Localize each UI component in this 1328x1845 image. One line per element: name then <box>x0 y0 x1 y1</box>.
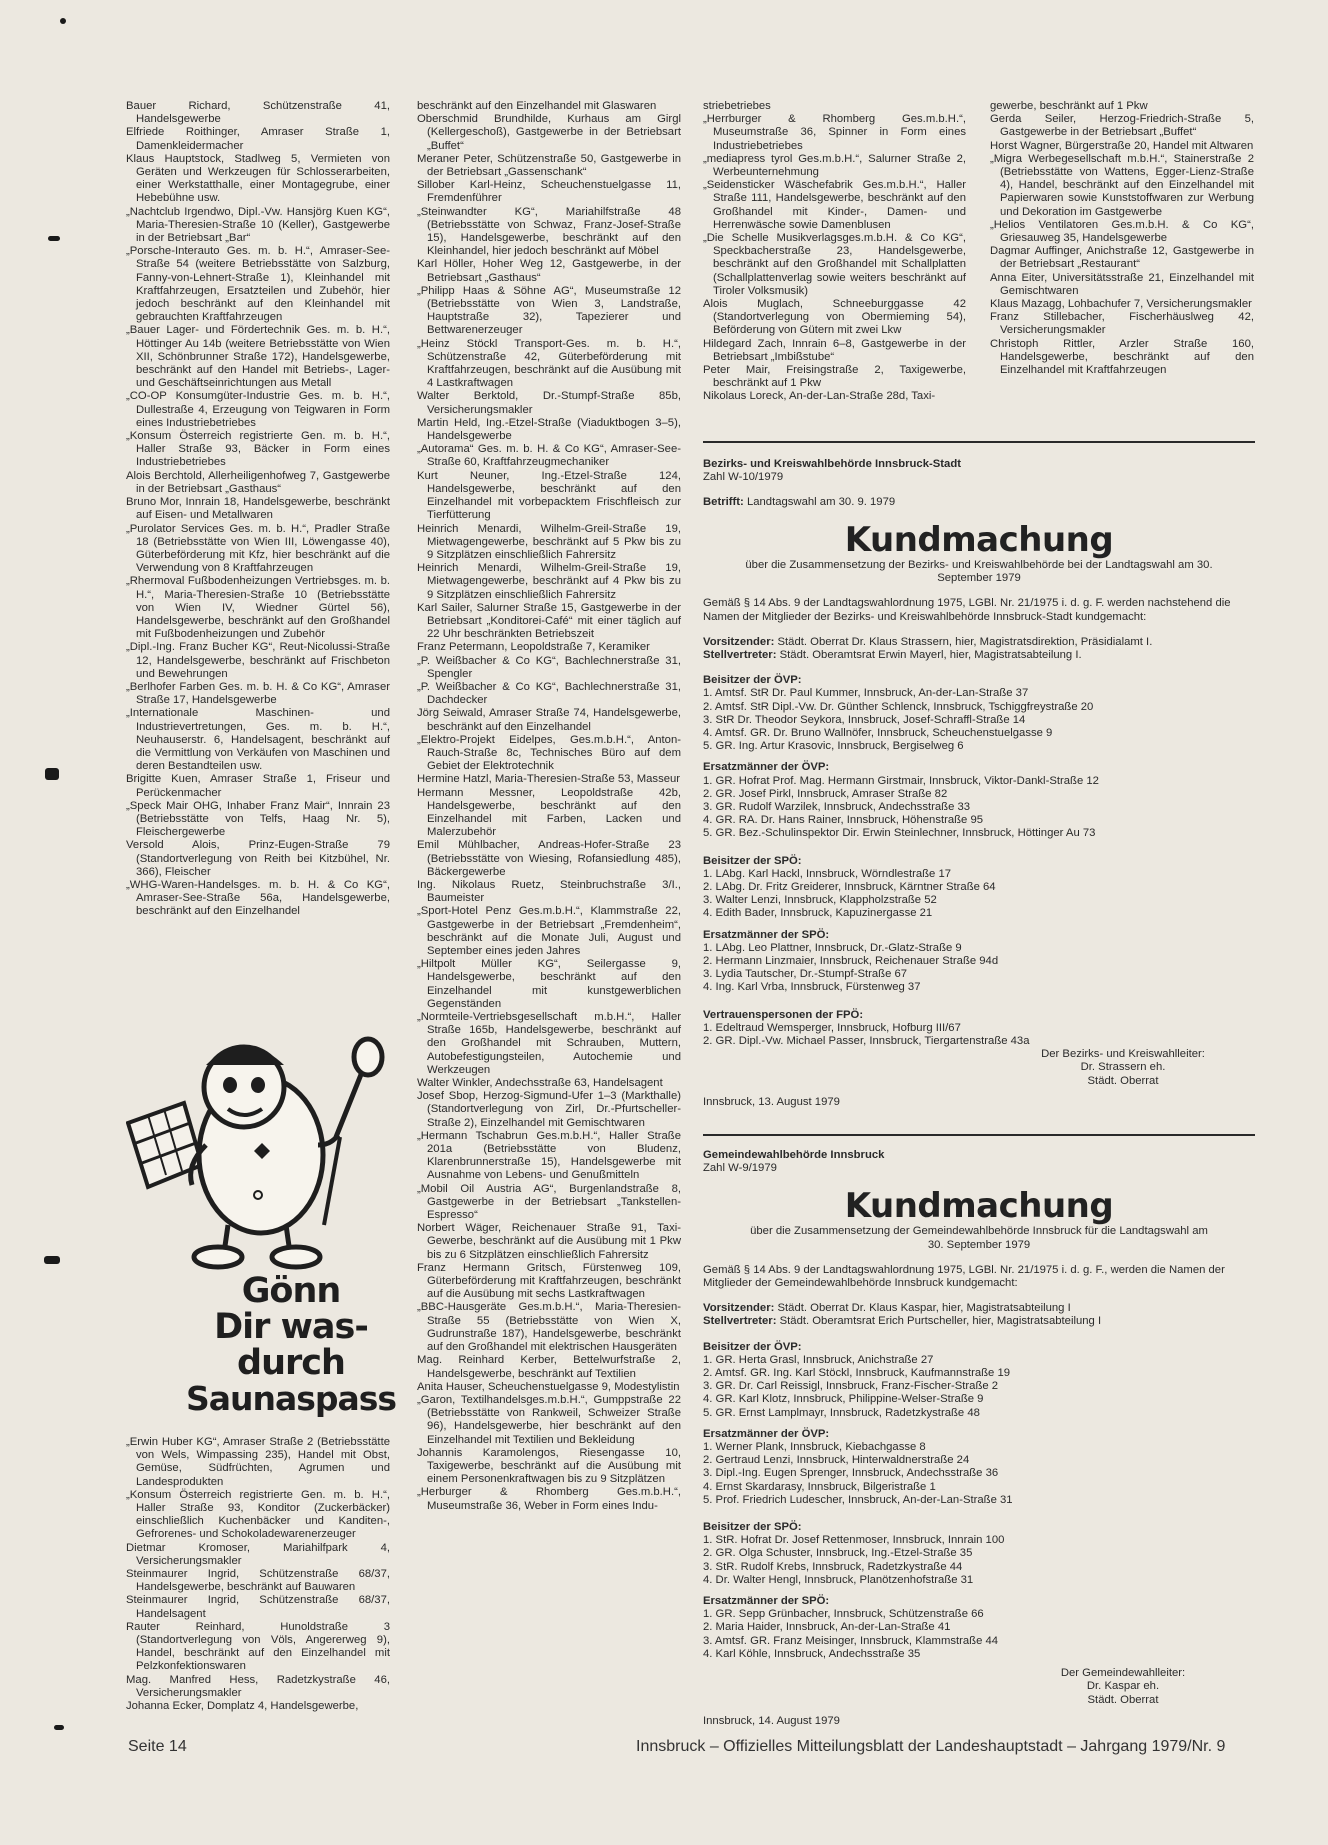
notice-subtitle: über die Zusammensetzung der Bezirks- und Kreiswahlbehörde bei der Landtagswahl am 30. September 1979 <box>745 558 1213 585</box>
member-item: 4. GR. Karl Klotz, Innsbruck, Philippine-Welser-Straße 9 <box>703 1393 984 1406</box>
register-entry: Franz Hermann Gritsch, Fürstenweg 109, Güterbeförderung mit Kraftfahrzeugen, beschränkt auf die Ausübung mit sechs Lastkraftwagen <box>417 1261 681 1301</box>
member-item: 2. Maria Haider, Innsbruck, An-der-Lan-Straße 41 <box>703 1621 951 1634</box>
slogan-line: Gönn <box>241 1271 341 1311</box>
notice-heading: Kundmachung <box>844 1186 1114 1227</box>
notice-heading: Kundmachung <box>844 519 1114 560</box>
member-item: 4. Karl Köhle, Innsbruck, Andechsstraße 35 <box>703 1647 921 1660</box>
member-item: 1. Werner Plank, Innsbruck, Kiebachgasse 8 <box>703 1441 926 1454</box>
group-heading: Ersatzmänner der SPÖ: <box>703 928 830 941</box>
register-entry: Alois Muglach, Schneeburggasse 42 (Standortverlegung von Obermieming 54), Beförderung von Gütern mit zwei Lkw <box>703 298 966 337</box>
member-item: 1. LAbg. Karl Hackl, Innsbruck, Wörndlestraße 17 <box>703 867 952 880</box>
register-entry: „BBC-Hausgeräte Ges.m.b.H.“, Maria-Theresien-Straße 55 (Betriebsstätte von Wien X, Gudrunstraße 187), Handelsgewerbe, beschränkt auf den Großhandel mit elektrischen Hausgeräten <box>417 1301 681 1354</box>
member-item: 1. StR. Hofrat Dr. Josef Rettenmoser, Innsbruck, Innrain 100 <box>703 1534 1005 1547</box>
register-entry: Johanna Ecker, Domplatz 4, Handelsgewerbe, <box>126 1700 359 1713</box>
subject-label: Betrifft: <box>703 496 744 509</box>
chair-label: Vorsitzender: <box>703 1302 775 1315</box>
deputy-label: Stellvertreter: <box>703 1315 777 1328</box>
chair-block <box>703 1302 1255 1328</box>
register-entry: Steinmaurer Ingrid, Schützenstraße 68/37, Handelsgewerbe, beschränkt auf Bauwaren <box>126 1568 390 1594</box>
register-entry: beschränkt auf den Einzelhandel mit Glaswaren <box>417 100 657 112</box>
register-entry: Johannis Karamolengos, Riesengasse 10, Taxigewerbe, beschränkt auf die Ausübung mit einem Personenkraftwagen bis zu 9 Sitzplätzen <box>417 1446 681 1486</box>
slogan-line: Dir was- <box>214 1307 368 1347</box>
signature-line: Der Gemeindewahlleiter: <box>1060 1667 1186 1680</box>
register-entry: Karl Sailer, Salurner Straße 15, Gastgewerbe in der Betriebsart „Konditorei-Café“ mit einer täglich auf 22 Uhr beschränkten Betriebszeit <box>417 601 681 641</box>
register-entry: „Speck Mair OHG, Inhaber Franz Mair“, Innrain 23 (Betriebsstätte von Telfs, Haag Nr. 5), Fleischergewerbe <box>126 799 390 839</box>
scan-mark <box>45 768 59 780</box>
register-entry: Meraner Peter, Schützenstraße 50, Gastgewerbe in der Betriebsart „Gassenschank“ <box>417 152 681 179</box>
group-heading: Beisitzer der ÖVP: <box>703 1340 802 1353</box>
register-entry: Franz Petermann, Leopoldstraße 7, Keramiker <box>417 641 650 654</box>
register-entry: Horst Wagner, Bürgerstraße 20, Handel mit Altwaren <box>990 139 1254 152</box>
register-entry: „Konsum Österreich registrierte Gen. m. b. H.“, Haller Straße 93, Bäcker in Form eines Industriebetriebes <box>126 430 390 469</box>
column-3 <box>703 100 966 404</box>
page-number: Seite 14 <box>128 1738 187 1755</box>
member-item: 1. Amtsf. StR Dr. Paul Kummer, Innsbruck, An-der-Lan-Straße 37 <box>703 687 1029 700</box>
column-1-lower <box>126 1436 390 1713</box>
register-entry: „WHG-Waren-Handelsges. m. b. H. & Co KG“, Amraser-See-Straße 56a, Handelsgewerbe, beschränkt auf den Einzelhandel <box>126 878 390 918</box>
member-lists <box>703 1341 1255 1661</box>
register-entry: Christoph Rittler, Arzler Straße 160, Handelsgewerbe, beschränkt auf den Einzelhandel mit Kraftfahrzeugen <box>990 337 1254 377</box>
member-item: 2. Gertraud Lenzi, Innsbruck, Hinterwaldnerstraße 24 <box>703 1454 970 1467</box>
publication-footer: Innsbruck – Offizielles Mitteilungsblatt der Landeshauptstadt – Jahrgang 1979/Nr. 9 <box>636 1738 1226 1755</box>
member-item: 5. GR. Bez.-Schulinspektor Dir. Erwin Steinlechner, Innsbruck, Höttinger Au 73 <box>703 827 1096 840</box>
register-entry: „Elektro-Projekt Eidelpes, Ges.m.b.H.“, Anton-Rauch-Straße 8c, Technisches Büro auf dem Gebiet der Elektrotechnik <box>417 733 681 773</box>
chair-block <box>703 636 1255 662</box>
register-entry: „Heinz Stöckl Transport-Ges. m. b. H.“, Schützenstraße 42, Güterbeförderung mit Kraftfahrzeugen, beschränkt auf die Ausübung mit 4 Lastkraftwagen <box>417 337 681 390</box>
register-entry: Gerda Seiler, Herzog-Friedrich-Straße 5, Gastgewerbe in der Betriebsart „Buffet“ <box>990 113 1254 139</box>
register-entry: „mediapress tyrol Ges.m.b.H.“, Salurner Straße 2, Werbeunternehmung <box>703 152 966 179</box>
register-entry: Anita Hauser, Scheuchenstuelgasse 9, Modestylistin <box>417 1380 680 1393</box>
ladle-icon <box>324 1039 382 1225</box>
register-entry: Dietmar Kromoser, Mariahilfpark 4, Versicherungsmakler <box>126 1541 390 1567</box>
register-entry: Mag. Manfred Hess, Radetzkystraße 46, Versicherungsmakler <box>126 1673 390 1699</box>
member-item: 1. GR. Hofrat Prof. Mag. Hermann Girstmair, Innsbruck, Viktor-Dankl-Straße 12 <box>703 774 1099 787</box>
notice-signature <box>1003 1048 1243 1088</box>
member-item: 5. GR. Ing. Artur Krasovic, Innsbruck, Bergiselweg 6 <box>703 740 964 753</box>
member-item: 1. LAbg. Leo Plattner, Innsbruck, Dr.-Glatz-Straße 9 <box>703 941 962 954</box>
chair-label: Vorsitzender: <box>703 635 775 648</box>
group-heading: Ersatzmänner der ÖVP: <box>703 761 830 774</box>
chair-text: Städt. Oberrat Dr. Klaus Kaspar, hier, Magistratsabteilung I <box>777 1302 1071 1315</box>
member-item: 2. GR. Olga Schuster, Innsbruck, Ing.-Etzel-Straße 35 <box>703 1547 973 1560</box>
deputy-text: Städt. Oberamtsrat Erich Purtscheller, hier, Magistratsabteilung I <box>779 1315 1102 1328</box>
chair-text: Städt. Oberrat Dr. Klaus Strassern, hier, Magistratsdirektion, Präsidialamt I. <box>777 635 1153 648</box>
member-item: 2. GR. Dipl.-Vw. Michael Passer, Innsbruck, Tiergartenstraße 43a <box>703 1035 1030 1047</box>
register-entry: „Mobil Oil Austria AG“, Burgenlandstraße 8, Gastgewerbe in der Betriebsart „Tankstellen-Espresso“ <box>417 1182 681 1222</box>
register-entry: Ing. Nikolaus Ruetz, Steinbruchstraße 3/I., Baumeister <box>417 878 681 905</box>
group-heading: Ersatzmänner der ÖVP: <box>703 1427 830 1440</box>
member-item: 2. LAbg. Dr. Fritz Greiderer, Innsbruck, Kärntner Straße 64 <box>703 880 996 893</box>
register-entry: Bauer Richard, Schützenstraße 41, Handelsgewerbe <box>126 100 390 126</box>
register-entry: Klaus Mazagg, Lohbachufer 7, Versicherungsmakler <box>990 298 1252 311</box>
sauna-mascot-illustration <box>126 1025 396 1275</box>
register-entry: „Seidensticker Wäschefabrik Ges.m.b.H.“, Haller Straße 111, Handelsgewerbe, beschränkt auf den Großhandel mit Kinder-, Damen- und Herrenwäsche sowie Damenblusen <box>703 179 966 231</box>
sauna-advertisement <box>126 1025 397 1418</box>
member-item: 4. Edith Bader, Innsbruck, Kapuzinergasse 21 <box>703 907 933 920</box>
member-item: 3. GR. Dr. Carl Reissigl, Innsbruck, Franz-Fischer-Straße 2 <box>703 1380 999 1393</box>
notice-reference: Zahl W-10/1979 <box>703 471 784 484</box>
register-entry: Peter Mair, Freisingstraße 2, Taxigewerbe, beschränkt auf 1 Pkw <box>703 364 966 390</box>
register-entry: „Dipl.-Ing. Franz Bucher KG“, Reut-Nicolussi-Straße 12, Handelsgewerbe, beschränkt auf Frischbeton und Bewehrungen <box>126 641 390 680</box>
register-entry: Dagmar Auffinger, Anichstraße 12, Gastgewerbe in der Betriebsart „Restaurant“ <box>990 245 1254 271</box>
notice-authority: Bezirks- und Kreiswahlbehörde Innsbruck-Stadt <box>703 458 961 470</box>
notice-intro: Gemäß § 14 Abs. 9 der Landtagswahlordnung 1975, LGBl. Nr. 21/1975 i. d. g. F., werden die Namen der Mitglieder der Gemeindewahlbehörde Innsbruck kundgemacht: <box>703 1263 1225 1290</box>
subject-text: Landtagswahl am 30. 9. 1979 <box>746 496 896 509</box>
register-entry: Steinmaurer Ingrid, Schützenstraße 68/37, Handelsagent <box>126 1594 390 1620</box>
signature-line: Städt. Oberrat <box>1087 1693 1159 1706</box>
register-entry: „Philipp Haas & Söhne AG“, Museumstraße 12 (Betriebsstätte von Wien 3, Landstraße, Hauptstraße 32), Tapezierer und Bettwarenerzeuger <box>417 284 681 337</box>
register-entry: Mag. Reinhard Kerber, Bettelwurfstraße 2, Handelsgewerbe, beschränkt auf Textilien <box>417 1354 681 1380</box>
group-heading: Beisitzer der SPÖ: <box>703 854 802 867</box>
register-entry: Norbert Wäger, Reichenauer Straße 91, Taxi-Gewerbe, beschränkt auf die Ausübung mit 1 Pkw bis zu 6 Sitzplätzen einschließlich Fahrersitz <box>417 1222 681 1261</box>
signature-line: Dr. Strassern eh. <box>1080 1061 1166 1074</box>
register-entry: Rauter Reinhard, Hunoldstraße 3 (Standortverlegung von Völs, Angererweg 9), Handel, beschränkt auf den Einzelhandel mit Pelzkonfektionswaren <box>126 1620 390 1673</box>
register-entry: Hildegard Zach, Innrain 6–8, Gastgewerbe in der Betriebsart „Imbißstube“ <box>703 337 966 363</box>
scan-mark <box>48 236 60 241</box>
register-entry: Heinrich Menardi, Wilhelm-Greil-Straße 19, Mietwagengewerbe, beschränkt auf 4 Pkw bis zu 9 Sitzplätzen einschließlich Fahrersitz <box>417 562 681 601</box>
member-item: 5. Prof. Friedrich Ludescher, Innsbruck, An-der-Lan-Straße 31 <box>703 1493 1013 1506</box>
register-entry: Versold Alois, Prinz-Eugen-Straße 79 (Standortverlegung von Reith bei Kitzbühel, Nr. 366), Fleischer <box>126 839 390 878</box>
register-entry: „Normteile-Vertriebsgesellschaft m.b.H.“, Haller Straße 165b, Handelsgewerbe, beschränkt auf den Großhandel mit Schrauben, Muttern, Autobefestigungsteilen, Autochemie und Werkzeugen <box>417 1011 681 1076</box>
register-entry: Klaus Hauptstock, Stadlweg 5, Vermieten von Geräten und Werkzeugen für Schlosserarbeiten, einer Werkstatthalle, einer Montagegrube, einer Hebebühne usw. <box>126 152 390 205</box>
kundmachung-gemeindewahlbehoerde <box>703 1149 1255 1739</box>
register-entry: „Hiltpolt Müller KG“, Seilergasse 9, Handelsgewerbe, beschränkt auf den Einzelhandel mit kunstgewerblichen Gegenständen <box>417 958 681 1010</box>
place-date: Innsbruck, 14. August 1979 <box>703 1714 840 1727</box>
member-item: 4. GR. RA. Dr. Hans Rainer, Innsbruck, Höhenstraße 95 <box>703 814 984 827</box>
member-item: 2. GR. Josef Pirkl, Innsbruck, Amraser Straße 82 <box>703 787 948 800</box>
register-entry: Alois Berchtold, Allerheiligenhofweg 7, Gastgewerbe in der Betriebsart „Gasthaus“ <box>126 469 390 495</box>
member-item: 3. Walter Lenzi, Innsbruck, Klappholzstraße 52 <box>703 894 937 907</box>
register-entry: „Internationale Maschinen- und Industrievertretungen, Ges. m. b. H.“, Neuhauserstr. 6, Handelsagent, beschränkt auf die Vermittlung von Verkäufen von Maschinen und deren Bestandteilen usw. <box>126 707 390 773</box>
place-date: Innsbruck, 13. August 1979 <box>703 1095 840 1108</box>
register-entry: Sillober Karl-Heinz, Scheuchenstuelgasse 11, Fremdenführer <box>417 179 681 205</box>
register-entry: „Garon, Textilhandelsges.m.b.H.“, Gumppstraße 22 (Betriebsstätte von Rankweil, Schweizer Straße 96), Handelsgewerbe, hier beschränkt auf den Einzelhandel mit Textilien und Bekleidung <box>417 1393 681 1446</box>
slogan-line: durch <box>237 1343 345 1383</box>
register-entry: „Nachtclub Irgendwo, Dipl.-Vw. Hansjörg Kuen KG“, Maria-Theresien-Straße 10 (Keller), Gastgewerbe in der Betriebsart „Bar“ <box>126 205 390 245</box>
member-item: 2. Amtsf. GR. Ing. Karl Stöckl, Innsbruck, Kaufmannstraße 19 <box>703 1367 1011 1380</box>
register-entry: Karl Höller, Hoher Weg 12, Gastgewerbe, in der Betriebsart „Gasthaus“ <box>417 258 681 284</box>
notice-reference: Zahl W-9/1979 <box>703 1162 777 1175</box>
kundmachung-bezirkswahlbehoerde <box>703 458 1255 1120</box>
slogan-line: Saunaspass <box>185 1379 397 1418</box>
notice-subject <box>703 496 1255 509</box>
member-item: 4. Dr. Walter Hengl, Innsbruck, Planötzenhofstraße 31 <box>703 1573 974 1586</box>
register-entry: Hermann Messner, Leopoldstraße 42b, Handelsgewerbe, beschränkt auf den Einzelhandel mit Farben, Lacken und Malerzubehör <box>417 786 681 839</box>
column-2 <box>417 100 681 1513</box>
register-entry: Elfriede Roithinger, Amraser Straße 1, Damenkleidermacher <box>126 126 390 152</box>
register-entry: „Herburger & Rhomberg Ges.m.b.H.“, Museumstraße 36, Weber in Form eines Indu- <box>417 1486 681 1512</box>
member-item: 3. StR Dr. Theodor Seykora, Innsbruck, Josef-Schraffl-Straße 14 <box>703 713 1026 726</box>
member-item: 1. GR. Herta Grasl, Innsbruck, Anichstraße 27 <box>703 1353 934 1366</box>
register-entry: Emil Mühlbacher, Andreas-Hofer-Straße 23 (Betriebsstätte von Wiesing, Rofansiedlung 485), Bäckergewerbe <box>417 839 681 878</box>
register-entry: „Konsum Österreich registrierte Gen. m. b. H.“, Haller Straße 93, Konditor (Zuckerbäcker) einschließlich Kuchenbäcker und Kanditen-, Gefrorenes- und Schokoladewarenerzeuger <box>126 1488 390 1541</box>
register-entry: „P. Weißbacher & Co KG“, Bachlechnerstraße 31, Spengler <box>417 654 681 680</box>
register-entry: Jörg Seiwald, Amraser Straße 74, Handelsgewerbe, beschränkt auf den Einzelhandel <box>417 707 681 733</box>
member-item: 3. StR. Rudolf Krebs, Innsbruck, Radetzkystraße 44 <box>703 1560 963 1573</box>
member-item: 3. GR. Rudolf Warzilek, Innsbruck, Andechsstraße 33 <box>703 800 971 813</box>
register-entry: Kurt Neuner, Ing.-Etzel-Straße 124, Handelsgewerbe, beschränkt auf den Einzelhandel mit vorbepacktem Frischfleisch zur Tierfütterung <box>417 469 681 522</box>
register-entry: Hermine Hatzl, Maria-Theresien-Straße 53, Masseur <box>417 773 681 786</box>
register-entry: „Bauer Lager- und Fördertechnik Ges. m. b. H.“, Höttinger Au 14b (weitere Betriebsstätte von Wien XII, Schönbrunner Straße 172), Handelsgewerbe, beschränkt auf den Handel mit Betriebs-, Lager- und Geschäftseinrichtungen aus Metall <box>126 324 390 390</box>
column-4 <box>990 100 1254 377</box>
register-entry: „Herrburger & Rhomberg Ges.m.b.H.“, Museumstraße 36, Spinner in Form eines Industriebetriebes <box>703 113 966 152</box>
ad-slogan <box>181 1273 401 1417</box>
member-item: 4. Ernst Skardarasy, Innsbruck, Bilgeristraße 1 <box>703 1480 936 1493</box>
member-item: 2. Amtsf. StR Dipl.-Vw. Dr. Günther Schlenck, Innsbruck, Tschiggfreystraße 20 <box>703 700 1094 713</box>
member-item: 3. Amtsf. GR. Franz Meisinger, Innsbruck, Klammstraße 44 <box>703 1634 999 1647</box>
register-entry: Bruno Mor, Innrain 18, Handelsgewerbe, beschränkt auf Eisen- und Metallwaren <box>126 496 390 522</box>
member-item: 1. GR. Sepp Grünbacher, Innsbruck, Schützenstraße 66 <box>703 1608 984 1621</box>
register-entry: Josef Sbop, Herzog-Sigmund-Ufer 1–3 (Markthalle) (Standortverlegung von Zirl, Dr.-Pfurtscheller-Straße 2), Einzelhandel mit Gemischtwaren <box>417 1090 681 1129</box>
section-divider <box>703 1134 1255 1136</box>
register-entry: Nikolaus Loreck, An-der-Lan-Straße 28d, Taxi- <box>703 390 936 403</box>
notice-signature <box>1003 1667 1243 1707</box>
register-entry: „CO-OP Konsumgüter-Industrie Ges. m. b. H.“, Dullestraße 4, Erzeugung von Teigwaren in Form eines Industriebetriebes <box>126 390 390 429</box>
signature-line: Der Bezirks- und Kreiswahlleiter: <box>1041 1048 1205 1061</box>
register-entry: Martin Held, Ing.-Etzel-Straße (Viaduktbogen 3–5), Handelsgewerbe <box>417 416 681 443</box>
register-entry: Oberschmid Brundhilde, Kurhaus am Girgl (Kellergeschoß), Gastgewerbe in der Betriebsart „Buffet“ <box>417 113 681 152</box>
member-item: 3. Dipl.-Ing. Eugen Sprenger, Innsbruck, Andechsstraße 36 <box>703 1467 999 1480</box>
member-item: 4. Ing. Karl Vrba, Innsbruck, Fürstenweg 37 <box>703 981 921 994</box>
register-entry: „Berlhofer Farben Ges. m. b. H. & Co KG“, Amraser Straße 17, Handelsgewerbe <box>126 680 390 707</box>
member-item: 3. Lydia Tautscher, Dr.-Stumpf-Straße 67 <box>703 968 908 981</box>
signature-line: Städt. Oberrat <box>1087 1074 1159 1087</box>
notice-authority: Gemeindewahlbehörde Innsbruck <box>703 1149 885 1161</box>
register-entry: Heinrich Menardi, Wilhelm-Greil-Straße 19, Mietwagengewerbe, beschränkt auf 5 Pkw bis zu 9 Sitzplätzen einschließlich Fahrersitz <box>417 522 681 561</box>
group-heading: Beisitzer der ÖVP: <box>703 674 802 687</box>
group-heading: Ersatzmänner der SPÖ: <box>703 1595 830 1608</box>
register-entry: „Migra Werbegesellschaft m.b.H.“, Stainerstraße 2 (Betriebsstätte von Wattens, Egger-Lienz-Straße 4), Handel, beschränkt auf den Einzelhandel mit Papierwaren sowie Kunststoffwaren zur Werbung und Dekoration im Gastgewerbe <box>990 152 1254 218</box>
register-entry: „Hermann Tschabrun Ges.m.b.H.“, Haller Straße 201a (Betriebsstätte von Bludenz, Klarenbrunnerstraße 15), Handelsgewerbe mit Ausnahme von Lebens- und Genußmitteln <box>417 1129 681 1182</box>
column-1 <box>126 100 390 919</box>
register-entry: „Rhermoval Fußbodenheizungen Vertriebsges. m. b. H.“, Maria-Theresien-Straße 10 (Betriebsstätte von Wien IV, Wiedner Gürtel 56), Handelsgewerbe, beschränkt auf den Großhandel mit Fußbodenheizungen und Zubehör <box>126 575 390 641</box>
register-entry: gewerbe, beschränkt auf 1 Pkw <box>990 100 1148 112</box>
register-entry: „Purolator Services Ges. m. b. H.“, Pradler Straße 18 (Betriebsstätte von Wien III, Löwengasse 40), Güterbeförderung mit Kfz, hier beschränkt auf die Verwendung von 8 Kraftfahrzeugen <box>126 522 390 575</box>
notice-intro: Gemäß § 14 Abs. 9 der Landtagswahlordnung 1975, LGBl. Nr. 21/1975 i. d. g. F. werden nachstehend die Namen der Mitglieder der Bezirks- und Kreiswahlbehörde Innsbruck-Stadt kundgemacht: <box>703 597 1231 623</box>
register-entry: Anna Eiter, Universitätsstraße 21, Einzelhandel mit Gemischtwaren <box>990 271 1254 297</box>
register-entry: „Porsche-Interauto Ges. m. b. H.“, Amraser-See-Straße 54 (weitere Betriebsstätte von Salzburg, Fanny-von-Lehnert-Straße 1), Kleinhandel mit Kraftfahrzeugen, Ersatzteilen und Zubehör, hier jedoch beschränkt auf den Kleinhandel mit gebrauchten Kraftfahrzeugen <box>126 245 390 324</box>
deputy-text: Städt. Oberamtsrat Erwin Mayerl, hier, Magistratsabteilung I. <box>779 648 1082 661</box>
member-item: 5. GR. Ernst Lamplmayr, Innsbruck, Radetzkystraße 48 <box>703 1406 980 1419</box>
group-heading: Beisitzer der SPÖ: <box>703 1521 802 1534</box>
register-entry: „P. Weißbacher & Co KG“, Bachlechnerstraße 31, Dachdecker <box>417 680 681 707</box>
scan-mark <box>60 18 66 24</box>
member-item: 1. Edeltraud Wemsperger, Innsbruck, Hofburg III/67 <box>703 1021 961 1034</box>
register-entry: Walter Winkler, Andechsstraße 63, Handelsagent <box>417 1077 663 1090</box>
group-heading: Vertrauenspersonen der FPÖ: <box>703 1008 864 1021</box>
register-entry: „Autorama“ Ges. m. b. H. & Co KG“, Amraser-See-Straße 60, Kraftfahrzeugmechaniker <box>417 443 681 469</box>
register-entry: striebetriebes <box>703 100 771 112</box>
deputy-label: Stellvertreter: <box>703 648 777 661</box>
register-entry: Walter Berktold, Dr.-Stumpf-Straße 85b, Versicherungsmakler <box>417 390 681 416</box>
notice-subtitle: über die Zusammensetzung der Gemeindewahlbehörde Innsbruck für die Landtagswahl am 30. September 1979 <box>750 1225 1208 1251</box>
scan-mark <box>54 1725 64 1730</box>
section-divider <box>703 441 1255 443</box>
signature-line: Dr. Kaspar eh. <box>1086 1680 1160 1693</box>
scan-mark <box>44 1256 60 1264</box>
member-item: 2. Hermann Linzmaier, Innsbruck, Reichenauer Straße 94d <box>703 954 999 967</box>
register-entry: Brigitte Kuen, Amraser Straße 1, Friseur und Perückenmacher <box>126 773 390 799</box>
register-entry: „Sport-Hotel Penz Ges.m.b.H.“, Klammstraße 22, Gastgewerbe in der Betriebsart „Fremdenheim“, beschränkt auf die Monate Juli, August und September eines jeden Jahres <box>417 905 681 957</box>
member-item: 4. Amtsf. GR. Dr. Bruno Wallnöfer, Innsbruck, Scheuchenstuelgasse 9 <box>703 726 1053 739</box>
register-entry: „Helios Ventilatoren Ges.m.b.H. & Co KG“, Griesauweg 35, Handelsgewerbe <box>990 218 1254 245</box>
register-entry: Franz Stillebacher, Fischerhäuslweg 42, Versicherungsmakler <box>990 311 1254 337</box>
register-entry: „Erwin Huber KG“, Amraser Straße 2 (Betriebsstätte von Wels, Wimpassing 235), Handel mit Obst, Gemüse, Südfrüchten, Agrumen und Landesprodukten <box>126 1436 390 1488</box>
register-entry: „Die Schelle Musikverlagsges.m.b.H. & Co KG“, Speckbacherstraße 23, Handelsgewerbe, beschränkt auf den Großhandel mit Schallplatten (Schallplattenverlag sowie weiters beschränkt auf Tiroler Volksmusik) <box>703 232 966 297</box>
register-entry: „Steinwandter KG“, Mariahilfstraße 48 (Betriebsstätte von Schwaz, Franz-Josef-Straße 15), Handelsgewerbe, beschränkt auf den Kleinhandel, hier jedoch beschränkt auf Möbel <box>417 205 681 258</box>
member-lists <box>703 674 1255 1048</box>
